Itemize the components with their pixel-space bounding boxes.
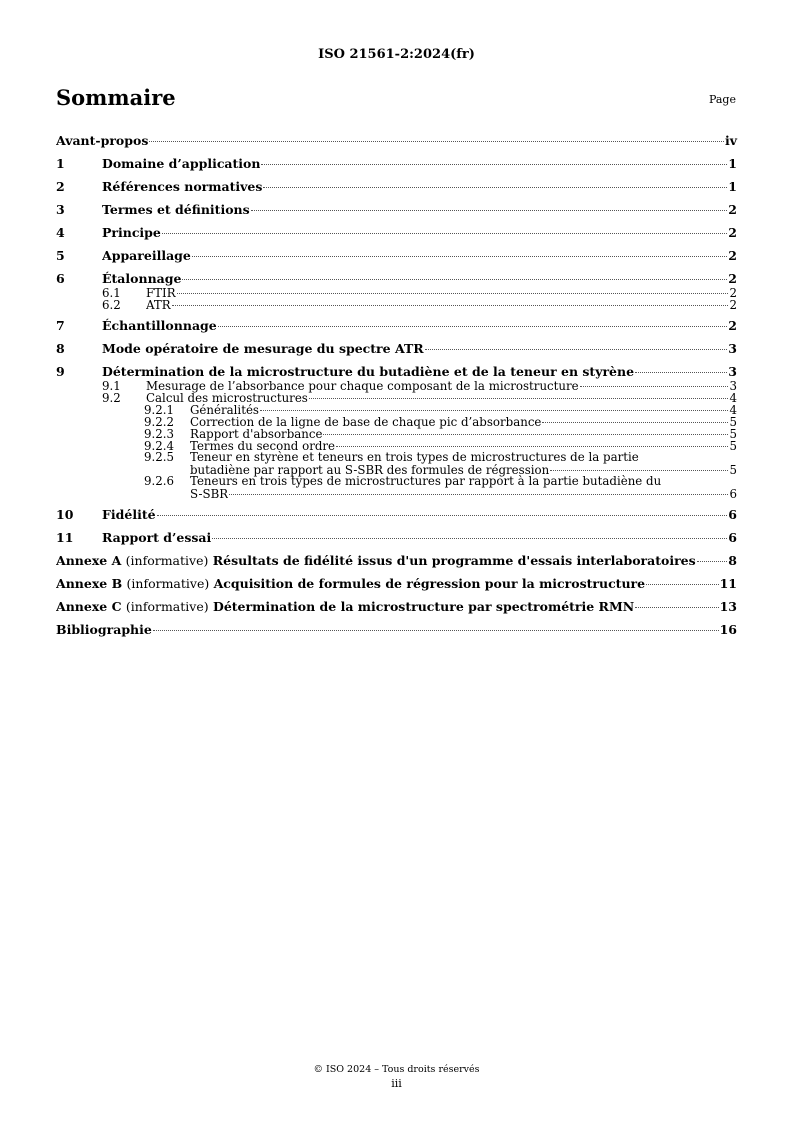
- toc-section-number: 6.2: [102, 298, 121, 312]
- toc-entry-title: Fidélité: [102, 507, 156, 522]
- toc-section-number: 9.2.1: [144, 403, 175, 417]
- toc-entry-title-line1: Teneur en styrène et teneurs en trois types de microstructures de la partie: [190, 450, 639, 464]
- toc-section-number: 6.1: [102, 286, 121, 300]
- toc-page-number: 2: [728, 202, 737, 217]
- toc-entry-title: Principe: [102, 225, 161, 240]
- toc-page-number: 5: [729, 427, 737, 441]
- toc-entry-annex-c[interactable]: [56, 599, 737, 614]
- toc-entry-title-line1: Teneurs en trois types de microstructures par rapport à la partie butadiène du: [190, 474, 662, 488]
- toc-section-number: 9.2.2: [144, 415, 175, 429]
- toc-entry-title: Termes et définitions: [102, 202, 250, 217]
- toc-page-number: 4: [729, 391, 737, 405]
- dot-leader: [550, 470, 728, 471]
- dot-leader: [646, 584, 719, 585]
- toc-entry-6[interactable]: [56, 271, 737, 286]
- toc-entry-title: Calcul des microstructures: [146, 391, 308, 405]
- toc-page-number: 6: [728, 507, 737, 522]
- toc-page-number: 16: [719, 622, 737, 637]
- toc-entry-9-2-2[interactable]: [56, 415, 737, 427]
- toc-section-number: 9.2: [102, 391, 121, 405]
- toc-section-number: 9.2.3: [144, 427, 175, 441]
- toc-entry-8[interactable]: [56, 341, 737, 356]
- toc-page-number: 2: [728, 248, 737, 263]
- dot-leader: [172, 305, 729, 306]
- toc-page-number: 4: [729, 403, 737, 417]
- table-of-contents: [56, 128, 737, 637]
- dot-leader: [323, 434, 728, 435]
- dot-leader: [697, 561, 728, 562]
- toc-section-number: 2: [56, 179, 65, 194]
- toc-page-number: 5: [729, 463, 737, 477]
- toc-page-number: 11: [719, 576, 737, 591]
- dot-leader: [251, 210, 728, 211]
- toc-entry-title: Rapport d’essai: [102, 530, 212, 545]
- dot-leader: [149, 141, 724, 142]
- dot-leader: [261, 164, 727, 165]
- toc-page-number: 3: [729, 379, 737, 393]
- toc-section-number: 9.2.5: [144, 450, 175, 464]
- toc-page-number: 2: [729, 298, 737, 312]
- dot-leader: [177, 293, 729, 294]
- toc-page-number: 2: [728, 318, 737, 333]
- toc-page-number: 1: [728, 179, 737, 194]
- dot-leader: [635, 607, 718, 608]
- toc-entry-title: Mesurage de l’absorbance pour chaque composant de la microstructure: [146, 379, 579, 393]
- toc-entry-10[interactable]: [56, 507, 737, 522]
- toc-section-number: 9: [56, 364, 65, 379]
- toc-entry-title: FTIR: [146, 286, 176, 300]
- toc-entry-title-line2: S-SBR: [190, 487, 229, 501]
- annex-label: Annexe A: [56, 553, 122, 568]
- dot-leader: [157, 515, 728, 516]
- toc-entry-11[interactable]: [56, 530, 737, 545]
- toc-entry-9-2-4[interactable]: [56, 439, 737, 451]
- page-column-label: Page: [708, 93, 736, 106]
- toc-entry-title: [56, 576, 645, 591]
- toc-page-number: 6: [728, 530, 737, 545]
- toc-page-number: 2: [728, 225, 737, 240]
- annex-kind: (informative): [126, 576, 210, 591]
- toc-page-number: 5: [729, 415, 737, 429]
- toc-entry-title: [56, 599, 634, 614]
- page-title: Sommaire: [56, 85, 176, 110]
- dot-leader: [153, 630, 719, 631]
- toc-entry-7[interactable]: [56, 318, 737, 333]
- annex-title: Résultats de fidélité issus d'un programme d'essais interlaboratoires: [212, 553, 696, 568]
- dot-leader: [542, 422, 728, 423]
- toc-section-number: 7: [56, 318, 65, 333]
- toc-entry-title: [56, 553, 696, 568]
- toc-entry-6-1[interactable]: [56, 286, 737, 298]
- toc-section-number: 11: [56, 530, 74, 545]
- toc-entry-title: Détermination de la microstructure du butadiène et de la teneur en styrène: [102, 364, 635, 379]
- toc-section-number: 9.1: [102, 379, 121, 393]
- toc-page-number: 6: [729, 487, 737, 501]
- page-footer: [0, 1063, 793, 1091]
- toc-entry-4[interactable]: [56, 225, 737, 240]
- toc-section-number: 5: [56, 248, 65, 263]
- toc-entry-9-2-1[interactable]: [56, 403, 737, 415]
- dot-leader: [182, 279, 727, 280]
- document-id: ISO 21561-2:2024(fr): [318, 47, 475, 62]
- toc-entry-annex-b[interactable]: [56, 576, 737, 591]
- dot-leader: [229, 494, 728, 495]
- dot-leader: [192, 256, 727, 257]
- toc-entry-title: Appareillage: [102, 248, 191, 263]
- toc-page-number: 8: [728, 553, 737, 568]
- toc-entry-2[interactable]: [56, 179, 737, 194]
- toc-entry-title: Domaine d’application: [102, 156, 261, 171]
- toc-entry-9-2-5[interactable]: [56, 451, 737, 475]
- dot-leader: [309, 398, 729, 399]
- toc-entry-title: Échantillonnage: [102, 318, 217, 333]
- toc-page-number: 3: [728, 341, 737, 356]
- toc-section-number: 9.2.6: [144, 474, 175, 488]
- toc-page-number: 3: [728, 364, 737, 379]
- toc-section-number: 9.2.4: [144, 439, 175, 453]
- toc-entry-avant-propos[interactable]: [56, 133, 737, 148]
- toc-page-number: 2: [729, 286, 737, 300]
- copyright-notice: © ISO 2024 – Tous droits réservés: [313, 1064, 480, 1075]
- toc-entry-title: Avant-propos: [56, 133, 149, 148]
- annex-title: Détermination de la microstructure par spectrométrie RMN: [212, 599, 635, 614]
- toc-entry-title: Bibliographie: [56, 622, 152, 637]
- toc-entry-title: Termes du second ordre: [190, 439, 336, 453]
- toc-entry-9-2[interactable]: [56, 391, 737, 403]
- toc-entry-title: ATR: [146, 298, 171, 312]
- toc-section-number: 10: [56, 507, 74, 522]
- toc-section-number: 1: [56, 156, 65, 171]
- toc-page-number: 1: [728, 156, 737, 171]
- toc-entry-5[interactable]: [56, 248, 737, 263]
- toc-page-number: iv: [724, 133, 737, 148]
- toc-entry-title-line2: butadiène par rapport au S-SBR des formules de régression: [190, 463, 550, 477]
- dot-leader: [635, 372, 727, 373]
- dot-leader: [580, 386, 729, 387]
- toc-entry-title: Rapport d'absorbance: [190, 427, 323, 441]
- annex-label: Annexe C: [56, 599, 122, 614]
- toc-entry-title: Mode opératoire de mesurage du spectre ATR: [102, 341, 424, 356]
- annex-kind: (informative): [125, 599, 209, 614]
- toc-entry-title: Correction de la ligne de base de chaque pic d’absorbance: [190, 415, 542, 429]
- dot-leader: [212, 538, 727, 539]
- toc-entry-9-2-6[interactable]: [56, 475, 737, 499]
- dot-leader: [162, 233, 727, 234]
- dot-leader: [218, 326, 728, 327]
- toc-entry-title: Généralités: [190, 403, 259, 417]
- toc-entry-title: Étalonnage: [102, 271, 182, 286]
- toc-section-number: 3: [56, 202, 65, 217]
- toc-section-number: 6: [56, 271, 65, 286]
- toc-section-number: 8: [56, 341, 65, 356]
- toc-entry-bibliographie[interactable]: [56, 622, 737, 637]
- annex-kind: (informative): [125, 553, 209, 568]
- dot-leader: [263, 187, 727, 188]
- toc-entry-9-2-3[interactable]: [56, 427, 737, 439]
- page-number: iii: [391, 1077, 402, 1090]
- dot-leader: [425, 349, 728, 350]
- toc-page-number: 2: [728, 271, 737, 286]
- toc-entry-annex-a[interactable]: [56, 553, 737, 568]
- toc-entry-9-1[interactable]: [56, 379, 737, 391]
- toc-entry-title: Références normatives: [102, 179, 263, 194]
- toc-entry-3[interactable]: [56, 202, 737, 217]
- toc-section-number: 4: [56, 225, 65, 240]
- toc-page-number: 5: [729, 439, 737, 453]
- toc-entry-6-2[interactable]: [56, 298, 737, 310]
- toc-entry-1[interactable]: [56, 156, 737, 171]
- dot-leader: [260, 410, 729, 411]
- toc-entry-9[interactable]: [56, 364, 737, 379]
- annex-label: Annexe B: [56, 576, 123, 591]
- annex-title: Acquisition de formules de régression pour la microstructure: [213, 576, 646, 591]
- dot-leader: [336, 446, 728, 447]
- toc-page-number: 13: [719, 599, 737, 614]
